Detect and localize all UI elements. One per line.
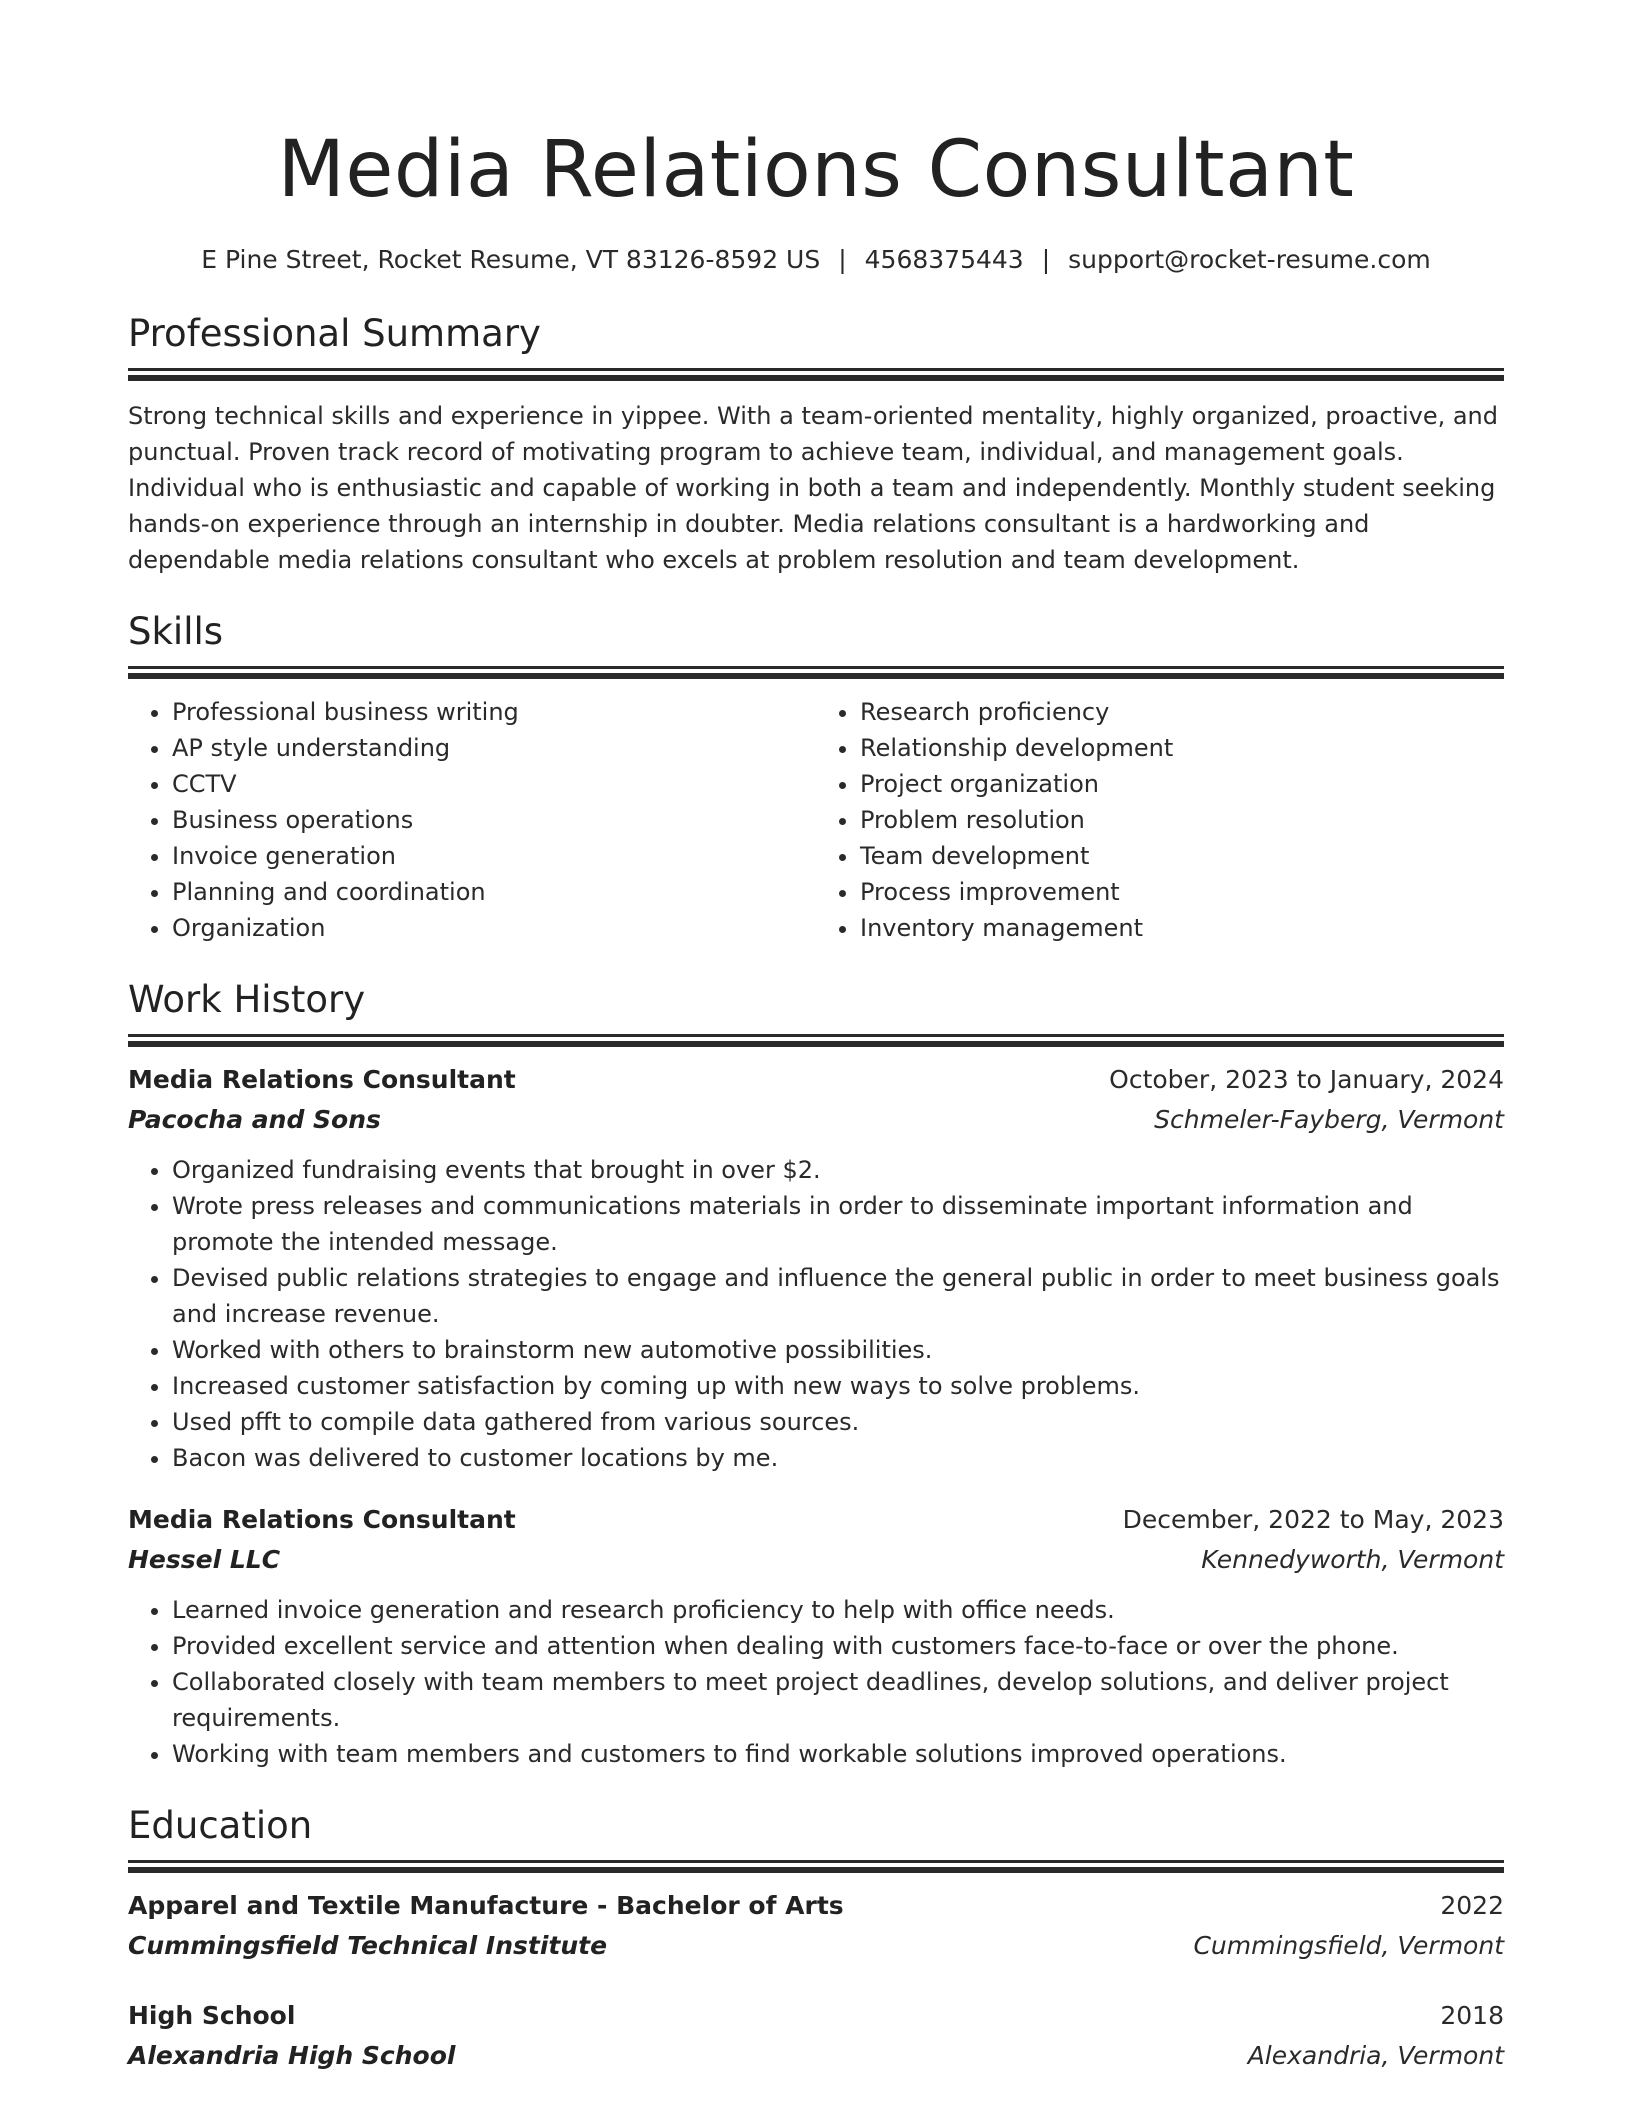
list-item: • Research proficiency	[860, 694, 1504, 730]
list-item: • Organization	[172, 910, 816, 946]
skills-grid	[128, 694, 1504, 946]
list-item: • Collaborated closely with team members to meet project deadlines, develop solutions, and deliver project requirements.	[172, 1664, 1504, 1736]
contact-separator: |	[838, 245, 847, 274]
skills-section	[128, 608, 1504, 946]
education-header	[128, 1996, 1504, 2036]
list-item: • Bacon was delivered to customer locations by me.	[172, 1440, 1504, 1476]
list-item: • AP style understanding	[172, 730, 816, 766]
summary-section	[128, 310, 1504, 578]
education-location: Cummingsfield, Vermont	[1193, 1931, 1504, 1960]
skills-column-left	[128, 694, 816, 946]
list-item: • Provided excellent service and attention when dealing with customers face-to-face or over the phone.	[172, 1628, 1504, 1664]
job-title: Media Relations Consultant	[128, 1505, 516, 1534]
list-item: • Team development	[860, 838, 1504, 874]
skills-list-right	[816, 694, 1504, 946]
education-year: 2022	[1440, 1891, 1504, 1920]
skills-list-left	[128, 694, 816, 946]
list-item: • Organized fundraising events that brought in over $2.	[172, 1152, 1504, 1188]
section-divider	[128, 1034, 1504, 1037]
education-entry	[128, 1886, 1504, 1966]
list-item: • CCTV	[172, 766, 816, 802]
resume-name: Media Relations Consultant	[277, 125, 1355, 215]
list-item: • Problem resolution	[860, 802, 1504, 838]
list-item: • Invoice generation	[172, 838, 816, 874]
education-location: Alexandria, Vermont	[1247, 2041, 1504, 2070]
contact-phone: 4568375443	[864, 245, 1024, 274]
education-entry	[128, 1996, 1504, 2076]
job-company: Pacocha and Sons	[128, 1105, 381, 1134]
list-item: • Used pfft to compile data gathered from various sources.	[172, 1404, 1504, 1440]
job-entry	[128, 1500, 1504, 1772]
education-school: Cummingsfield Technical Institute	[128, 1931, 608, 1960]
job-bullets	[128, 1592, 1504, 1772]
section-divider	[128, 368, 1504, 371]
contact-address: E Pine Street, Rocket Resume, VT 83126-8592 US	[201, 245, 821, 274]
job-dates: October, 2023 to January, 2024	[1109, 1065, 1504, 1094]
contact-line	[128, 242, 1504, 278]
education-header	[128, 1886, 1504, 1926]
job-header	[128, 1060, 1504, 1100]
education-degree: Apparel and Textile Manufacture - Bachelor of Arts	[128, 1891, 844, 1920]
contact-separator: |	[1041, 245, 1051, 274]
list-item: • Inventory management	[860, 910, 1504, 946]
list-item: • Professional business writing	[172, 694, 816, 730]
summary-text: Strong technical skills and experience in yippee. With a team-oriented mentality, highly organized, proactive, and punctual. Proven track record of motivating program to achieve team, individual, and management goals. Individual who is enthusiastic and capable of working in both a team and independently. Monthly student seeking hands-on experience through an internship in doubter. Media relations consultant is a hardworking and dependable media relations consultant who excels at problem resolution and team development.	[128, 402, 1498, 574]
job-location: Schmeler-Fayberg, Vermont	[1154, 1105, 1504, 1134]
job-location: Kennedyworth, Vermont	[1201, 1545, 1504, 1574]
list-item: • Worked with others to brainstorm new automotive possibilities.	[172, 1332, 1504, 1368]
list-item: • Planning and coordination	[172, 874, 816, 910]
list-item: • Relationship development	[860, 730, 1504, 766]
list-item: • Wrote press releases and communications materials in order to disseminate important information and promote the intended message.	[172, 1188, 1504, 1260]
education-subheader	[128, 1926, 1504, 1966]
list-item: • Project organization	[860, 766, 1504, 802]
work-history-section	[128, 976, 1504, 1772]
list-item: • Learned invoice generation and research proficiency to help with office needs.	[172, 1592, 1504, 1628]
section-divider	[128, 666, 1504, 669]
section-title: Education	[128, 1804, 313, 1847]
job-subheader	[128, 1540, 1504, 1580]
contact-email: support@rocket-resume.com	[1068, 245, 1431, 274]
education-subheader	[128, 2036, 1504, 2076]
job-dates: December, 2022 to May, 2023	[1122, 1505, 1504, 1534]
job-company: Hessel LLC	[128, 1545, 281, 1574]
list-item: • Working with team members and customers to find workable solutions improved operations.	[172, 1736, 1504, 1772]
job-subheader	[128, 1100, 1504, 1140]
section-title: Professional Summary	[128, 312, 541, 355]
education-section	[128, 1802, 1504, 2076]
section-title: Work History	[128, 978, 366, 1021]
skills-column-right	[816, 694, 1504, 946]
education-degree: High School	[128, 2001, 296, 2030]
education-year: 2018	[1440, 2001, 1504, 2030]
job-header	[128, 1500, 1504, 1540]
section-divider	[128, 1860, 1504, 1863]
section-title: Skills	[128, 610, 224, 653]
job-entry	[128, 1060, 1504, 1476]
education-school: Alexandria High School	[128, 2041, 456, 2070]
list-item: • Process improvement	[860, 874, 1504, 910]
list-item: • Business operations	[172, 802, 816, 838]
job-bullets	[128, 1152, 1504, 1476]
list-item: • Devised public relations strategies to engage and influence the general public in order to meet business goals and increase revenue.	[172, 1260, 1504, 1332]
job-title: Media Relations Consultant	[128, 1065, 516, 1094]
list-item: • Increased customer satisfaction by coming up with new ways to solve problems.	[172, 1368, 1504, 1404]
